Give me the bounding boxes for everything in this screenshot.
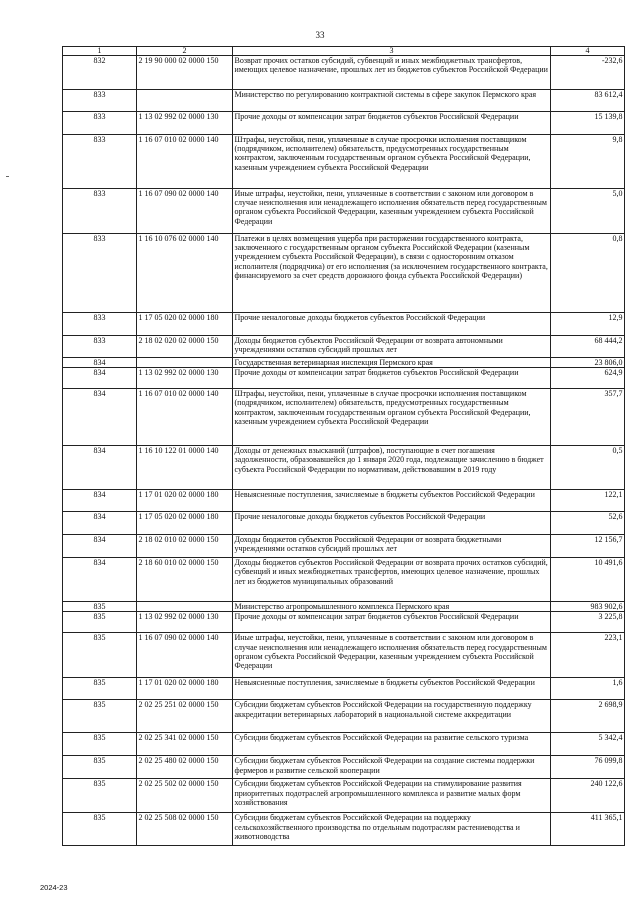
admin-code-cell: 833 [63, 135, 137, 189]
amount-cell: 23 806,0 [551, 358, 625, 368]
table-row [63, 535, 625, 558]
admin-code-cell: 834 [63, 535, 137, 558]
revenue-name-cell: Невыясненные поступления, зачисляемые в бюджеты субъектов Российской Федерации [233, 678, 551, 700]
table-row [63, 368, 625, 389]
budget-classification-code-cell: 1 16 07 090 02 0000 140 [137, 633, 233, 678]
admin-code-cell: 835 [63, 700, 137, 733]
table-body [63, 56, 625, 846]
admin-code-cell: 833 [63, 189, 137, 234]
admin-code-cell: 833 [63, 234, 137, 313]
table-row [63, 112, 625, 135]
revenue-name-cell: Прочие неналоговые доходы бюджетов субъектов Российской Федерации [233, 313, 551, 336]
revenue-name-cell: Штрафы, неустойки, пени, уплаченные в случае просрочки исполнения поставщиком (подрядчиком, исполнителем) обязательств, предусмотренных государственным контрактом, заключенным государственным органом субъекта Российской Федерации, казенным учреждением субъекта Российской Федерации [233, 389, 551, 446]
admin-code-cell: 835 [63, 733, 137, 756]
amount-cell: 624,9 [551, 368, 625, 389]
revenue-name-cell: Прочие доходы от компенсации затрат бюджетов субъектов Российской Федерации [233, 112, 551, 135]
table-row [63, 313, 625, 336]
budget-classification-code-cell: 1 16 07 010 02 0000 140 [137, 135, 233, 189]
table-row [63, 389, 625, 446]
revenue-name-cell: Иные штрафы, неустойки, пени, уплаченные в соответствии с законом или договором в случае неисполнения или ненадлежащего исполнения обязательств перед государственным органом субъекта Российской Федерации, казенным учреждением субъекта Российской Федерации [233, 633, 551, 678]
amount-cell: 0,5 [551, 446, 625, 490]
budget-classification-code-cell: 2 02 25 251 02 0000 150 [137, 700, 233, 733]
admin-code-cell: 835 [63, 612, 137, 633]
revenue-name-cell: Платежи в целях возмещения ущерба при расторжении государственного контракта, заключенного с государственным органом субъекта Российской Федерации (казенным учреждением субъекта Российской Федерации), в связи с односторонним отказом исполнителя (подрядчика) от его исполнения (за исключением государственного контракта, финансируемого за счет средств дорожного фонда субъекта Российской Федерации) [233, 234, 551, 313]
revenue-name-cell: Государственная ветеринарная инспекция Пермского края [233, 358, 551, 368]
budget-classification-code-cell: 2 02 25 480 02 0000 150 [137, 756, 233, 779]
amount-cell: 9,8 [551, 135, 625, 189]
budget-classification-code-cell: 1 16 07 010 02 0000 140 [137, 389, 233, 446]
admin-code-cell: 834 [63, 368, 137, 389]
admin-code-cell: 833 [63, 336, 137, 358]
revenue-name-cell: Министерство по регулированию контрактной системы в сфере закупок Пермского края [233, 90, 551, 112]
budget-classification-code-cell: 1 13 02 992 02 0000 130 [137, 612, 233, 633]
table-row [63, 446, 625, 490]
amount-cell: 12,9 [551, 313, 625, 336]
amount-cell: 357,7 [551, 389, 625, 446]
budget-classification-code-cell [137, 90, 233, 112]
admin-code-cell: 835 [63, 813, 137, 846]
revenue-name-cell: Субсидии бюджетам субъектов Российской Федерации на поддержку сельскохозяйственного производства по отдельным подотраслям растениеводства и животноводства [233, 813, 551, 846]
amount-cell: 12 156,7 [551, 535, 625, 558]
amount-cell: 0,8 [551, 234, 625, 313]
admin-code-cell: 834 [63, 512, 137, 535]
amount-cell: 76 099,8 [551, 756, 625, 779]
admin-code-cell: 834 [63, 446, 137, 490]
revenue-name-cell: Доходы бюджетов субъектов Российской Федерации от возврата автономными учреждениями остатков субсидий прошлых лет [233, 336, 551, 358]
table-row [63, 336, 625, 358]
table-row [63, 135, 625, 189]
revenue-name-cell: Доходы бюджетов субъектов Российской Федерации от возврата прочих остатков субсидий, субвенций и иных межбюджетных трансфертов, имеющих целевое назначение, прошлых лет из бюджетов муниципальных образований [233, 558, 551, 602]
budget-classification-code-cell: 1 16 10 122 01 0000 140 [137, 446, 233, 490]
admin-code-cell: 832 [63, 56, 137, 90]
table-row [63, 490, 625, 512]
budget-classification-code-cell [137, 358, 233, 368]
table-row [63, 633, 625, 678]
table-row [63, 558, 625, 602]
revenue-name-cell: Возврат прочих остатков субсидий, субвенций и иных межбюджетных трансфертов, имеющих целевое назначение, прошлых лет из бюджетов субъектов Российской Федерации [233, 56, 551, 90]
column-header-2: 2 [137, 47, 233, 56]
amount-cell: 5,0 [551, 189, 625, 234]
table-row [63, 779, 625, 813]
revenue-name-cell: Министерство агропромышленного комплекса Пермского края [233, 602, 551, 612]
budget-classification-code-cell: 2 18 02 020 02 0000 150 [137, 336, 233, 358]
footer-document-code: 2024-23 [40, 883, 68, 892]
amount-cell: 2 698,9 [551, 700, 625, 733]
revenue-name-cell: Иные штрафы, неустойки, пени, уплаченные в соответствии с законом или договором в случае неисполнения или ненадлежащего исполнения обязательств перед государственным органом субъекта Российской Федерации, казенным учреждением субъекта Российской Федерации [233, 189, 551, 234]
revenue-name-cell: Субсидии бюджетам субъектов Российской Федерации на государственную поддержку аккредитации ветеринарных лабораторий в национальной системе аккредитации [233, 700, 551, 733]
amount-cell: 15 139,8 [551, 112, 625, 135]
amount-cell: 240 122,6 [551, 779, 625, 813]
table-row [63, 189, 625, 234]
table-row [63, 813, 625, 846]
budget-classification-code-cell: 1 13 02 992 02 0000 130 [137, 368, 233, 389]
amount-cell: 5 342,4 [551, 733, 625, 756]
table-row [63, 358, 625, 368]
admin-code-cell: 835 [63, 633, 137, 678]
amount-cell: 983 902,6 [551, 602, 625, 612]
revenue-name-cell: Доходы бюджетов субъектов Российской Федерации от возврата бюджетными учреждениями остатков субсидий прошлых лет [233, 535, 551, 558]
table-row [63, 678, 625, 700]
table-row [63, 756, 625, 779]
amount-cell: 10 491,6 [551, 558, 625, 602]
table-row [63, 90, 625, 112]
table-row [63, 700, 625, 733]
revenue-name-cell: Штрафы, неустойки, пени, уплаченные в случае просрочки исполнения поставщиком (подрядчиком, исполнителем) обязательств, предусмотренных государственным контрактом, заключенным государственным органом субъекта Российской Федерации, казенным учреждением субъекта Российской Федерации [233, 135, 551, 189]
amount-cell: 83 612,4 [551, 90, 625, 112]
budget-classification-code-cell: 2 19 90 000 02 0000 150 [137, 56, 233, 90]
amount-cell: 52,6 [551, 512, 625, 535]
budget-classification-code-cell [137, 602, 233, 612]
budget-classification-code-cell: 1 16 10 076 02 0000 140 [137, 234, 233, 313]
table-row [63, 56, 625, 90]
table-row [63, 733, 625, 756]
admin-code-cell: 835 [63, 779, 137, 813]
admin-code-cell: 835 [63, 602, 137, 612]
table-row [63, 512, 625, 535]
revenue-name-cell: Невыясненные поступления, зачисляемые в бюджеты субъектов Российской Федерации [233, 490, 551, 512]
amount-cell: 1,6 [551, 678, 625, 700]
amount-cell: 223,1 [551, 633, 625, 678]
column-header-1: 1 [63, 47, 137, 56]
budget-classification-code-cell: 2 18 02 010 02 0000 150 [137, 535, 233, 558]
table-row [63, 612, 625, 633]
revenue-name-cell: Прочие доходы от компенсации затрат бюджетов субъектов Российской Федерации [233, 368, 551, 389]
amount-cell: 411 365,1 [551, 813, 625, 846]
amount-cell: -232,6 [551, 56, 625, 90]
admin-code-cell: 833 [63, 112, 137, 135]
revenue-name-cell: Прочие доходы от компенсации затрат бюджетов субъектов Российской Федерации [233, 612, 551, 633]
amount-cell: 68 444,2 [551, 336, 625, 358]
budget-classification-code-cell: 1 17 01 020 02 0000 180 [137, 490, 233, 512]
budget-classification-code-cell: 1 17 05 020 02 0000 180 [137, 512, 233, 535]
scan-edge-mark [6, 176, 9, 177]
revenue-name-cell: Субсидии бюджетам субъектов Российской Федерации на стимулирование развития приоритетных подотраслей агропромышленного комплекса и развитие малых форм хозяйствования [233, 779, 551, 813]
table-header-row [63, 47, 625, 56]
revenue-name-cell: Доходы от денежных взысканий (штрафов), поступающие в счет погашения задолженности, образовавшейся до 1 января 2020 года, подлежащие зачислению в бюджет субъекта Российской Федерации по нормативам, действовавшим в 2019 году [233, 446, 551, 490]
amount-cell: 3 225,8 [551, 612, 625, 633]
revenue-table [62, 46, 625, 846]
admin-code-cell: 834 [63, 558, 137, 602]
budget-classification-code-cell: 1 13 02 992 02 0000 130 [137, 112, 233, 135]
table-row [63, 602, 625, 612]
column-header-4: 4 [551, 47, 625, 56]
budget-classification-code-cell: 1 16 07 090 02 0000 140 [137, 189, 233, 234]
revenue-name-cell: Субсидии бюджетам субъектов Российской Федерации на создание системы поддержки фермеров и развитие сельской кооперации [233, 756, 551, 779]
revenue-name-cell: Субсидии бюджетам субъектов Российской Федерации на развитие сельского туризма [233, 733, 551, 756]
budget-classification-code-cell: 1 17 01 020 02 0000 180 [137, 678, 233, 700]
revenue-name-cell: Прочие неналоговые доходы бюджетов субъектов Российской Федерации [233, 512, 551, 535]
admin-code-cell: 835 [63, 678, 137, 700]
table-row [63, 234, 625, 313]
admin-code-cell: 835 [63, 756, 137, 779]
amount-cell: 122,1 [551, 490, 625, 512]
admin-code-cell: 833 [63, 90, 137, 112]
budget-classification-code-cell: 1 17 05 020 02 0000 180 [137, 313, 233, 336]
budget-classification-code-cell: 2 02 25 341 02 0000 150 [137, 733, 233, 756]
budget-classification-code-cell: 2 02 25 502 02 0000 150 [137, 779, 233, 813]
admin-code-cell: 833 [63, 313, 137, 336]
budget-classification-code-cell: 2 02 25 508 02 0000 150 [137, 813, 233, 846]
admin-code-cell: 834 [63, 490, 137, 512]
column-header-3: 3 [233, 47, 551, 56]
admin-code-cell: 834 [63, 358, 137, 368]
page-number: 33 [315, 30, 325, 40]
budget-classification-code-cell: 2 18 60 010 02 0000 150 [137, 558, 233, 602]
admin-code-cell: 834 [63, 389, 137, 446]
